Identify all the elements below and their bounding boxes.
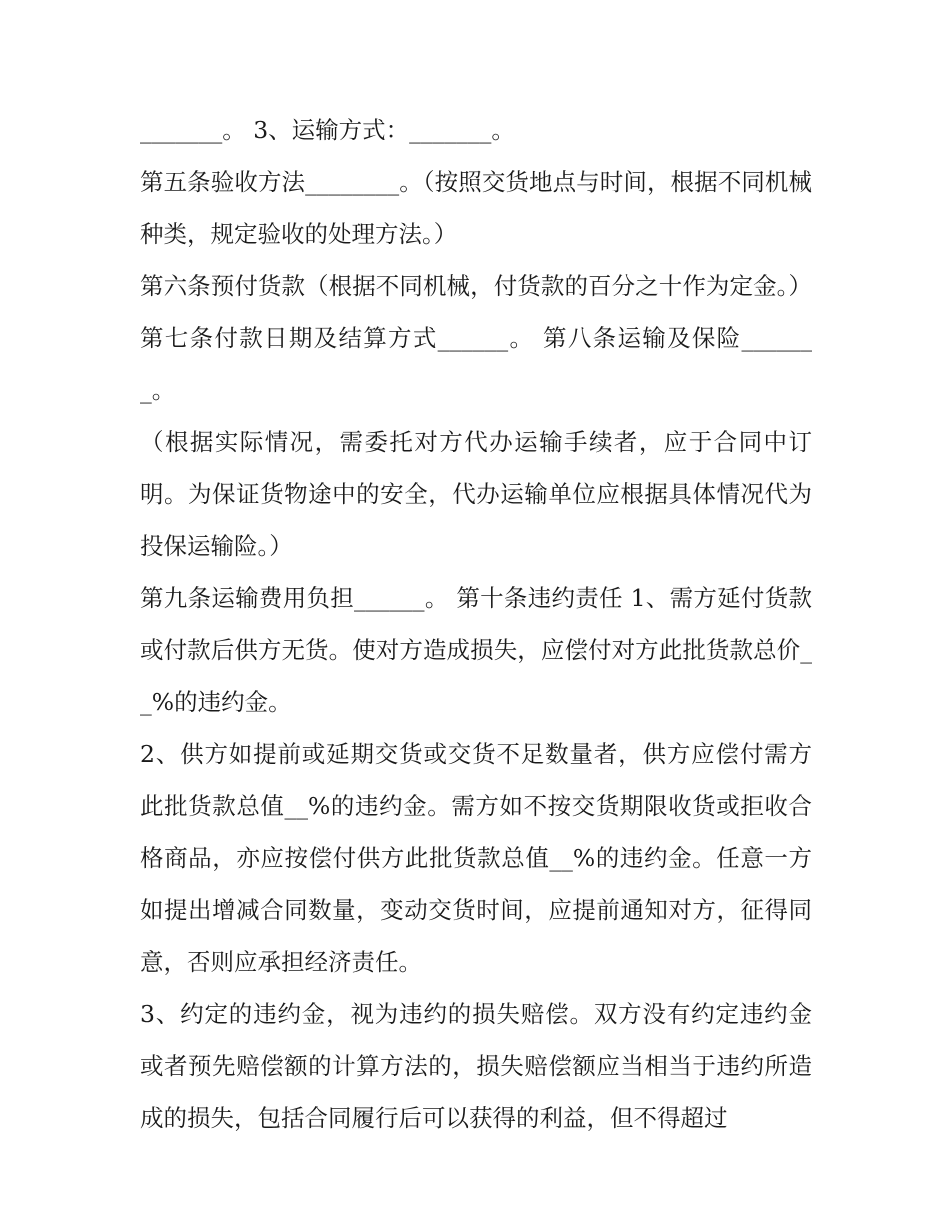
paragraph-article-6-8-payment: 第六条预付货款（根据不同机械，付货款的百分之十作为定金。） 第七条付款日期及结算方式______。 第八条运输及保险_______。 — [140, 272, 812, 404]
paragraph-liability-item-2: 2、供方如提前或延期交货或交货不足数量者，供方应偿付需方此批货款总值__%的违约金。需方如不按交货期限收货或拒收合格商品，亦应按偿付供方此批货款总值__%的违约金。任意一方如提出增减合同数量，变动交货时间，应提前通知对方，征得同意，否则应承担经济责任。 — [140, 740, 812, 976]
paragraph-article-5-inspection: 第五条验收方法________。（按照交货地点与时间，根据不同机械种类，规定验收的处理方法。） — [140, 168, 812, 248]
paragraph-article-9-10-liability: 第九条运输费用负担______。 第十条违约责任 1、需方延付货款或付款后供方无货。使对方造成损失，应偿付对方此批货款总价__%的违约金。 — [140, 584, 812, 716]
paragraph-liability-item-3: 3、约定的违约金，视为违约的损失赔偿。双方没有约定违约金或者预先赔偿额的计算方法的，损失赔偿额应当相当于违约所造成的损失，包括合同履行后可以获得的利益，但不得超过 — [140, 1000, 812, 1132]
document-body — [140, 104, 812, 1144]
paragraph-transport-note: （根据实际情况，需委托对方代办运输手续者，应于合同中订明。为保证货物途中的安全，代办运输单位应根据具体情况代为投保运输险。） — [140, 428, 812, 560]
paragraph-transport-method: _______。 3、运输方式：_______。 — [140, 116, 515, 144]
